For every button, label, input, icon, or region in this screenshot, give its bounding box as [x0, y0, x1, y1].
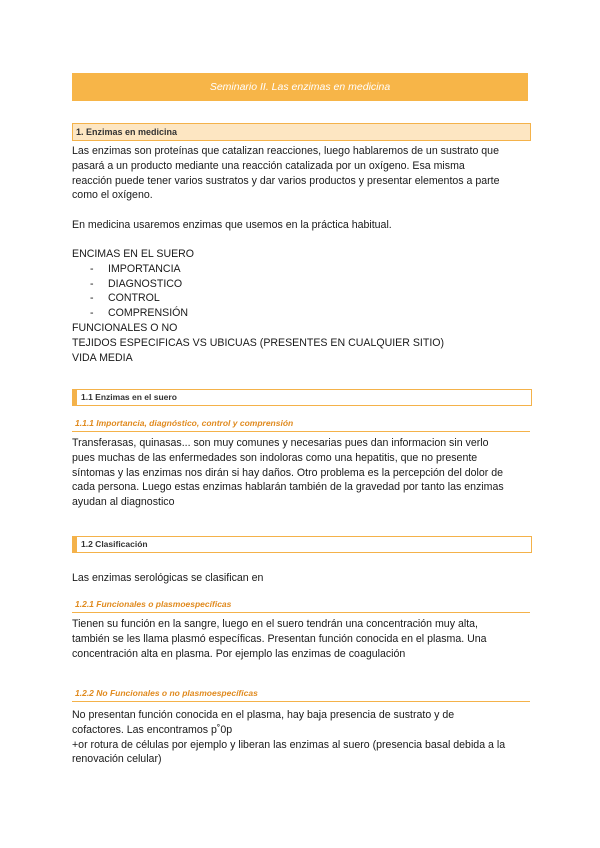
dash-marker: -	[90, 292, 94, 305]
paragraph-intro	[72, 144, 528, 203]
text-line: TEJIDOS ESPECIFICAS VS UBICUAS (PRESENTES EN CUALQUIER SITIO)	[72, 336, 445, 349]
heading-importancia: 1.1.1 Importancia, diagnóstico, control y comprensión	[72, 416, 530, 432]
text-line: VIDA MEDIA	[72, 351, 133, 364]
text-line: Las enzimas serológicas se clasifican en	[72, 572, 264, 584]
list-item-label: COMPRENSIÓN	[108, 307, 189, 320]
paragraph-no-funcionales	[72, 708, 528, 767]
document-title: Seminario II. Las enzimas en medicina	[72, 73, 528, 101]
text-line: Tienen su función en la sangre, luego en el suero tendrán una concentración muy alta,	[72, 618, 478, 630]
text-line: síntomas y las enzimas nos dirán si hay daños. Otro problema es la percepción del dolor de	[72, 466, 504, 479]
enzimas-suero-list	[72, 247, 528, 365]
text-line: pasará a un producto mediante una reacción catalizada por un oxígeno. Esa misma	[72, 159, 465, 172]
list-item	[72, 306, 528, 321]
text-line: Transferasas, quinasas... son muy comunes y necesarias pues dan informacion sin verlo	[72, 437, 489, 449]
text-line: como el oxígeno.	[72, 189, 153, 202]
heading-enzimas-en-el-suero: 1.1 Enzimas en el suero	[72, 389, 532, 406]
text-line: renovación celular)	[72, 753, 162, 766]
heading-clasificacion: 1.2 Clasificación	[72, 536, 532, 553]
text-line: concentración alta en plasma. Por ejemplo las enzimas de coagulación	[72, 647, 406, 660]
heading-no-funcionales: 1.2.2 No Funcionales o no plasmoespecíficas	[72, 686, 530, 702]
text-line: reacción puede tener varios sustratos y dar varios productos y presentar elementos a parte	[72, 174, 500, 187]
paragraph-clasificacion-intro	[72, 571, 528, 586]
text-line: cofactores. Las encontramos p˚0p	[72, 723, 233, 736]
text-line: cada persona. Luego estas enzimas hablarán también de la gravedad por tanto las enzimas	[72, 481, 504, 494]
paragraph-medicina	[72, 218, 528, 233]
list-title: ENCIMAS EN EL SUERO	[72, 248, 195, 260]
list-item-label: CONTROL	[108, 292, 160, 305]
list-item-label: DIAGNOSTICO	[108, 277, 183, 290]
text-line: +or rotura de células por ejemplo y liberan las enzimas al suero (presencia basal debida a la	[72, 738, 506, 751]
text-line: ayudan al diagnostico	[72, 496, 175, 509]
text-line: pues muchas de las enfermedades son indoloras como una hepatitis, que no presente	[72, 451, 478, 464]
list-item	[72, 291, 528, 306]
list-item	[72, 277, 528, 292]
text-line: En medicina usaremos enzimas que usemos en la práctica habitual.	[72, 219, 392, 231]
paragraph-funcionales	[72, 617, 528, 661]
dash-marker: -	[90, 277, 94, 290]
dash-marker: -	[90, 307, 94, 320]
text-line: también se les llama plasmó específicas. Presentan función conocida en el plasma. Una	[72, 632, 487, 645]
text-line: Las enzimas son proteínas que catalizan reacciones, luego hablaremos de un sustrato que	[72, 145, 499, 157]
heading-funcionales: 1.2.1 Funcionales o plasmoespecíficas	[72, 597, 530, 613]
list-item	[72, 262, 528, 277]
text-line: No presentan función conocida en el plasma, hay baja presencia de sustrato y de	[72, 709, 455, 721]
list-item-label: IMPORTANCIA	[108, 262, 181, 275]
dash-marker: -	[90, 262, 94, 275]
paragraph-importancia	[72, 436, 528, 510]
heading-enzimas-en-medicina: 1. Enzimas en medicina	[72, 123, 531, 141]
text-line: FUNCIONALES O NO	[72, 321, 178, 334]
